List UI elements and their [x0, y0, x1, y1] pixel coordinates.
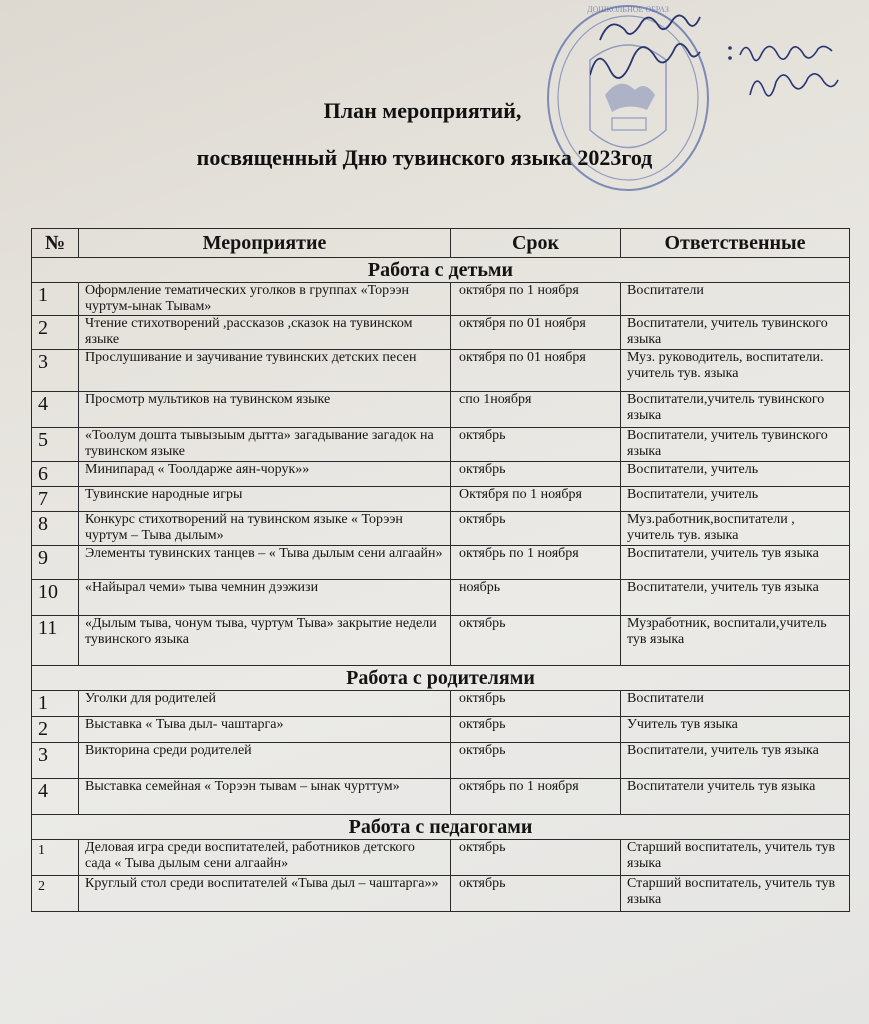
table-row [32, 779, 850, 815]
row-number: 9 [32, 546, 79, 580]
date-cell: октябрь [451, 512, 621, 546]
table-row [32, 350, 850, 392]
date-cell: октябрь по 1 ноября [451, 779, 621, 815]
section-row [32, 258, 850, 283]
event-cell: Конкурс стихотворений на тувинском языке « Торээн чуртум – Тыва дылым» [79, 512, 451, 546]
date-cell: октябрь [451, 462, 621, 487]
table-row [32, 316, 850, 350]
section-row [32, 666, 850, 691]
header-event: Мероприятие [79, 229, 451, 258]
responsible-cell: Воспитатели [621, 691, 850, 717]
table-row [32, 580, 850, 616]
responsible-cell: Воспитатели, учитель тувинского языка [621, 316, 850, 350]
table-row [32, 717, 850, 743]
date-cell: октября по 01 ноября [451, 350, 621, 392]
row-number: 2 [32, 316, 79, 350]
table-row [32, 546, 850, 580]
event-cell: Тувинские народные игры [79, 487, 451, 512]
section-title: Работа с педагогами [32, 815, 850, 840]
date-cell: спо 1ноября [451, 392, 621, 428]
event-cell: Минипарад « Тоолдарже аян-чорук»» [79, 462, 451, 487]
row-number: 4 [32, 392, 79, 428]
date-cell: октябрь [451, 717, 621, 743]
event-cell: Просмотр мультиков на тувинском языке [79, 392, 451, 428]
row-number: 1 [32, 691, 79, 717]
events-plan-table [31, 228, 850, 912]
event-cell: Чтение стихотворений ,рассказов ,сказок на тувинском языке [79, 316, 451, 350]
table-row [32, 283, 850, 316]
row-number: 2 [32, 876, 79, 912]
row-number: 8 [32, 512, 79, 546]
header-responsible: Ответственные [621, 229, 850, 258]
event-cell: «Тоолум дошта тывызыым дытта» загадывание загадок на тувинском языке [79, 428, 451, 462]
event-cell: Уголки для родителей [79, 691, 451, 717]
event-cell: Оформление тематических уголков в группах «Торээн чуртум-ынак Тывам» [79, 283, 451, 316]
header-date: Срок [451, 229, 621, 258]
responsible-cell: Воспитатели, учитель тув языка [621, 580, 850, 616]
table-row [32, 462, 850, 487]
table-header-row [32, 229, 850, 258]
date-cell: октябрь по 1 ноября [451, 546, 621, 580]
event-cell: «Дылым тыва, чонум тыва, чуртум Тыва» закрытие недели тувинского языка [79, 616, 451, 666]
responsible-cell: Воспитатели, учитель тув языка [621, 743, 850, 779]
date-cell: ноябрь [451, 580, 621, 616]
date-cell: октябрь [451, 616, 621, 666]
responsible-cell: Воспитатели, учитель [621, 487, 850, 512]
responsible-cell: Старший воспитатель, учитель тув языка [621, 840, 850, 876]
table-row [32, 616, 850, 666]
date-cell: октябрь [451, 840, 621, 876]
responsible-cell: Воспитатели, учитель [621, 462, 850, 487]
table-row [32, 691, 850, 717]
date-cell: октябрь [451, 428, 621, 462]
row-number: 10 [32, 580, 79, 616]
event-cell: Выставка семейная « Торээн тывам – ынак чурттум» [79, 779, 451, 815]
responsible-cell: Воспитатели учитель тув языка [621, 779, 850, 815]
handwritten-signature [590, 0, 869, 110]
responsible-cell: Воспитатели,учитель тувинского языка [621, 392, 850, 428]
row-number: 3 [32, 743, 79, 779]
table-row [32, 428, 850, 462]
responsible-cell: Воспитатели, учитель тув языка [621, 546, 850, 580]
row-number: 1 [32, 840, 79, 876]
date-cell: октября по 1 ноября [451, 283, 621, 316]
row-number: 2 [32, 717, 79, 743]
event-cell: «Найырал чеми» тыва чемнин дээжизи [79, 580, 451, 616]
table-row [32, 743, 850, 779]
date-cell: октябрь [451, 876, 621, 912]
table-row [32, 512, 850, 546]
responsible-cell: Музработник, воспитали,учитель тув языка [621, 616, 850, 666]
date-cell: Октября по 1 ноября [451, 487, 621, 512]
event-cell: Прослушивание и заучивание тувинских детских песен [79, 350, 451, 392]
responsible-cell: Муз. руководитель, воспитатели. учитель тув. языка [621, 350, 850, 392]
row-number: 3 [32, 350, 79, 392]
document-subtitle: посвященный Дню тувинского языка 2023год [196, 145, 653, 170]
responsible-cell: Воспитатели, учитель тувинского языка [621, 428, 850, 462]
row-number: 1 [32, 283, 79, 316]
section-title: Работа с детьми [32, 258, 850, 283]
row-number: 7 [32, 487, 79, 512]
section-row [32, 815, 850, 840]
event-cell: Выставка « Тыва дыл- чаштарга» [79, 717, 451, 743]
header-number: № [32, 229, 79, 258]
svg-text:ДОШКОЛЬНОЕ ОБРАЗ: ДОШКОЛЬНОЕ ОБРАЗ [587, 5, 669, 14]
date-cell: октября по 01 ноября [451, 316, 621, 350]
row-number: 4 [32, 779, 79, 815]
event-cell: Викторина среди родителей [79, 743, 451, 779]
table-row [32, 392, 850, 428]
responsible-cell: Воспитатели [621, 283, 850, 316]
section-title: Работа с родителями [32, 666, 850, 691]
table-row [32, 840, 850, 876]
document-title: План мероприятий, [323, 98, 522, 123]
row-number: 5 [32, 428, 79, 462]
table-row [32, 876, 850, 912]
date-cell: октябрь [451, 691, 621, 717]
row-number: 6 [32, 462, 79, 487]
responsible-cell: Учитель тув языка [621, 717, 850, 743]
responsible-cell: Старший воспитатель, учитель тув языка [621, 876, 850, 912]
event-cell: Деловая игра среди воспитателей, работников детского сада « Тыва дылым сени алгаайн» [79, 840, 451, 876]
event-cell: Круглый стол среди воспитателей «Тыва дыл – чаштарга»» [79, 876, 451, 912]
date-cell: октябрь [451, 743, 621, 779]
row-number: 11 [32, 616, 79, 666]
event-cell: Элементы тувинских танцев – « Тыва дылым сени алгаайн» [79, 546, 451, 580]
table-row [32, 487, 850, 512]
responsible-cell: Муз.работник,воспитатели , учитель тув. языка [621, 512, 850, 546]
